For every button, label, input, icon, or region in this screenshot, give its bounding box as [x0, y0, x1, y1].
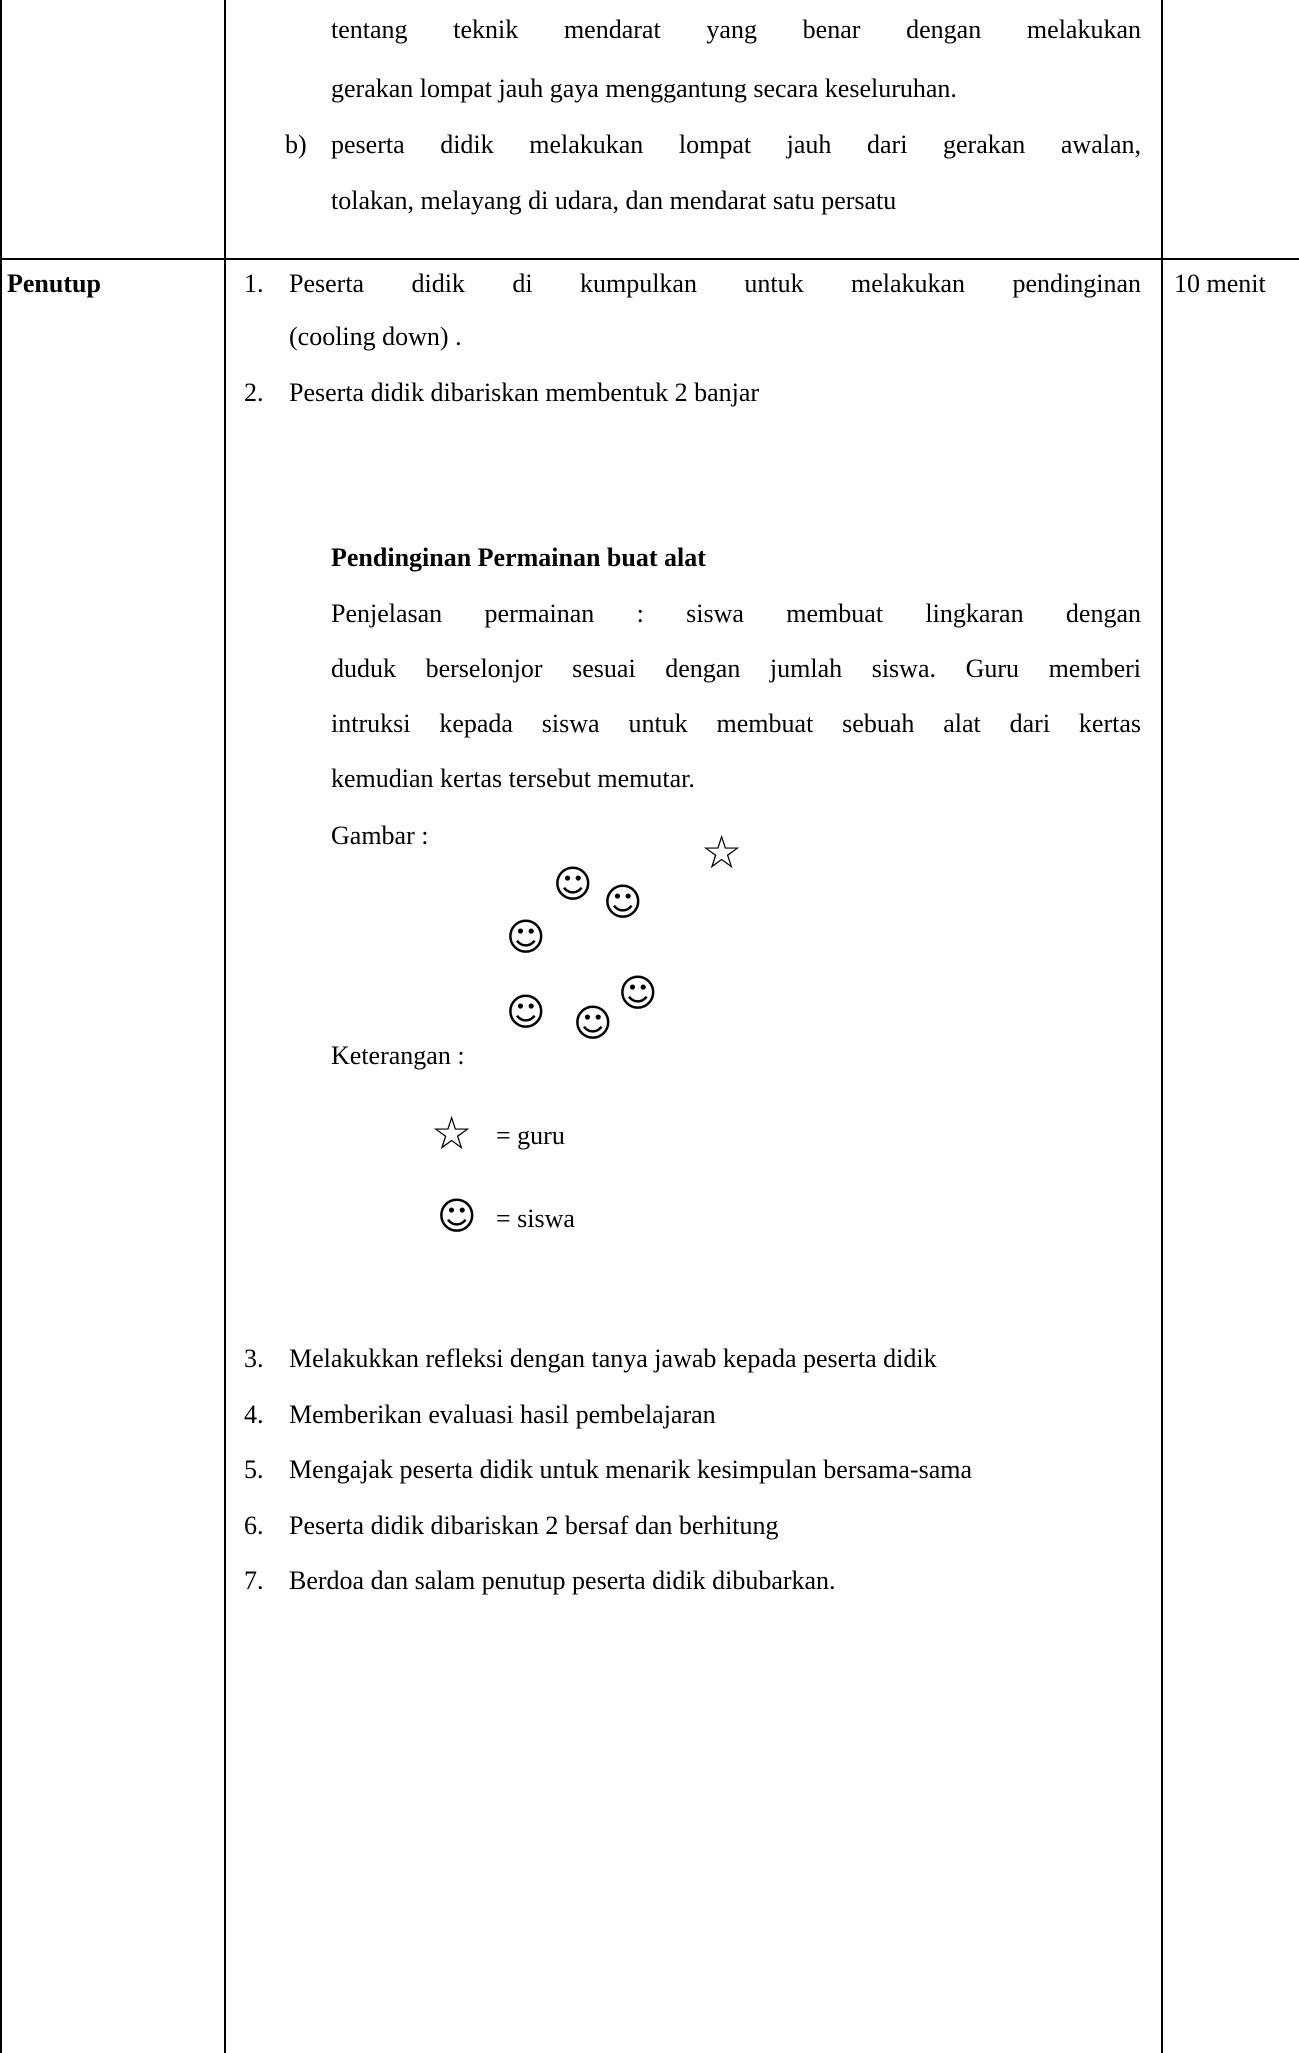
legend-text: = guru	[496, 1121, 565, 1150]
list-item-text: tolakan, melayang di udara, dan mendarat satu persatu	[331, 186, 897, 215]
step-number: 3.	[244, 1344, 264, 1373]
phase-label: Penutup	[7, 269, 101, 298]
student-smiley-icon: ☺	[553, 862, 593, 906]
figure-label: Gambar :	[331, 821, 429, 850]
step-number: 2.	[244, 378, 264, 407]
step-text: Peserta didik dibariskan 2 bersaf dan berhitung	[289, 1511, 779, 1540]
step-number: 6.	[244, 1511, 264, 1540]
step-number: 1.	[244, 269, 264, 298]
game-title: Pendinginan Permainan buat alat	[331, 543, 706, 572]
teacher-star-icon: ☆	[701, 825, 743, 879]
legend-smiley-icon: ☺	[437, 1194, 477, 1238]
step-text: Peserta didik di kumpulkan untuk melakukan pendinginan	[289, 269, 1141, 298]
student-smiley-icon: ☺	[573, 1001, 613, 1045]
student-smiley-icon: ☺	[603, 880, 643, 924]
table-row-divider	[0, 258, 1299, 260]
step-text: (cooling down) .	[289, 322, 462, 351]
student-smiley-icon: ☺	[506, 915, 546, 959]
step-number: 4.	[244, 1400, 264, 1429]
step-text: Memberikan evaluasi hasil pembelajaran	[289, 1400, 716, 1429]
top-paragraph-line: tentang teknik mendarat yang benar dengan melakukan	[331, 15, 1141, 44]
step-text: Peserta didik dibariskan membentuk 2 banjar	[289, 378, 760, 407]
game-description-line: kemudian kertas tersebut memutar.	[331, 764, 695, 793]
game-description-line: intruksi kepada siswa untuk membuat sebuah alat dari kertas	[331, 709, 1141, 738]
list-marker: b)	[285, 130, 307, 159]
step-number: 5.	[244, 1455, 264, 1484]
student-smiley-icon: ☺	[618, 971, 658, 1015]
legend-title: Keterangan :	[331, 1041, 465, 1070]
top-paragraph-line: gerakan lompat jauh gaya menggantung secara keseluruhan.	[331, 74, 957, 103]
student-smiley-icon: ☺	[506, 990, 546, 1034]
legend-star-icon: ☆	[431, 1106, 473, 1160]
step-number: 7.	[244, 1566, 264, 1595]
legend-text: = siswa	[496, 1204, 575, 1233]
table-column-divider-2	[1161, 0, 1163, 2053]
step-text: Mengajak peserta didik untuk menarik kesimpulan bersama-sama	[289, 1455, 973, 1484]
table-left-border	[0, 0, 2, 2053]
step-text: Berdoa dan salam penutup peserta didik dibubarkan.	[289, 1566, 836, 1595]
duration-label: 10 menit	[1174, 269, 1266, 298]
step-text: Melakukkan refleksi dengan tanya jawab kepada peserta didik	[289, 1344, 937, 1373]
game-description-line: Penjelasan permainan : siswa membuat lingkaran dengan	[331, 599, 1141, 628]
table-column-divider-1	[224, 0, 226, 2053]
game-description-line: duduk berselonjor sesuai dengan jumlah siswa. Guru memberi	[331, 654, 1141, 683]
list-item-text: peserta didik melakukan lompat jauh dari gerakan awalan,	[331, 130, 1141, 159]
